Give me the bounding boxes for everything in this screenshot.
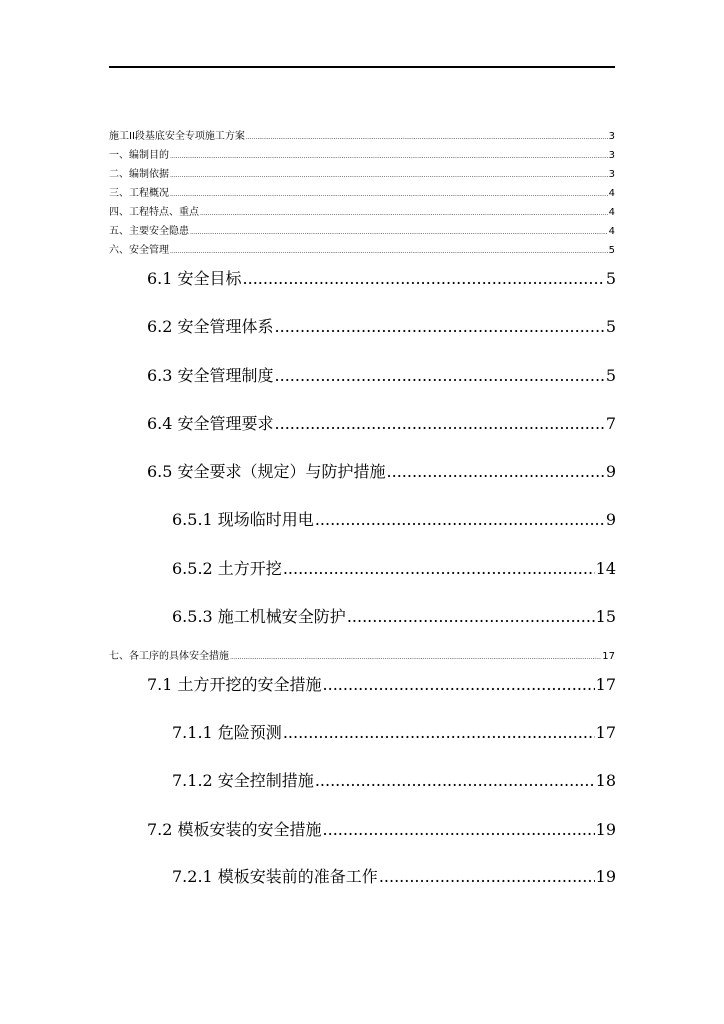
toc-leader-dots [170, 191, 608, 198]
toc-entry-7-1-1[interactable] [172, 720, 616, 743]
toc-entry-label: 四、工程特点、重点 [109, 207, 199, 218]
toc-leader-dots [246, 134, 608, 141]
toc-entry-7-2-1[interactable] [172, 864, 616, 887]
toc-entry-label: 五、主要安全隐患 [109, 226, 189, 237]
toc-entry-page: 7 [605, 414, 616, 433]
toc-entry-7-1-2[interactable] [172, 768, 616, 791]
toc-entry-label: 六、安全管理 [109, 245, 169, 256]
toc-entry-page: 17 [595, 723, 616, 742]
toc-leader-dots [230, 654, 601, 661]
toc-entry-label: 6.5.3 施工机械安全防护 [172, 607, 346, 626]
toc-entry-6-5-2[interactable] [172, 556, 616, 579]
toc-entry-page: 17 [602, 651, 615, 662]
toc-leader-dots [315, 771, 595, 790]
toc-entry-page: 9 [605, 510, 616, 529]
toc-entry-section-4[interactable] [109, 203, 615, 218]
toc-entry-page: 14 [595, 559, 616, 578]
toc-entry-label: 施工II段基底安全专项施工方案 [109, 131, 245, 142]
toc-entry-section-6[interactable] [109, 241, 615, 256]
toc-leader-dots [170, 172, 608, 179]
toc-leader-dots [347, 607, 595, 626]
toc-leader-dots [170, 153, 608, 160]
toc-entry-label: 6.5.2 土方开挖 [172, 559, 282, 578]
toc-entry-label: 6.5 安全要求（规定）与防护措施 [147, 462, 386, 481]
toc-entry-section-7[interactable] [109, 647, 615, 662]
toc-entry-6-5-3[interactable] [172, 604, 616, 627]
toc-leader-dots [379, 867, 595, 886]
toc-entry-page: 3 [608, 150, 615, 161]
toc-entry-page: 5 [605, 366, 616, 385]
toc-entry-page: 3 [608, 169, 615, 180]
toc-entry-page: 19 [595, 867, 616, 886]
toc-leader-dots [323, 820, 595, 839]
toc-leader-dots [283, 559, 595, 578]
toc-entry-page: 3 [608, 131, 615, 142]
toc-entry-page: 5 [608, 245, 615, 256]
toc-entry-6-5-1[interactable] [172, 507, 616, 530]
toc-entry-label: 6.4 安全管理要求 [147, 414, 274, 433]
toc-entry-7-2[interactable] [147, 817, 616, 840]
toc-entry-label: 7.1.1 危险预测 [172, 723, 282, 742]
toc-leader-dots [315, 510, 605, 529]
toc-entry-6-1[interactable] [147, 266, 616, 289]
toc-entry-6-2[interactable] [147, 314, 616, 337]
toc-entry-section-1[interactable] [109, 146, 615, 161]
toc-entry-title[interactable] [109, 127, 615, 142]
toc-entry-page: 15 [595, 607, 616, 626]
toc-leader-dots [190, 229, 608, 236]
toc-entry-6-4[interactable] [147, 411, 616, 434]
toc-entry-6-5[interactable] [147, 459, 616, 482]
header-rule [109, 66, 615, 68]
toc-leader-dots [170, 248, 608, 255]
toc-entry-page: 9 [605, 462, 616, 481]
toc-entry-section-3[interactable] [109, 184, 615, 199]
toc-entry-label: 6.3 安全管理制度 [147, 366, 274, 385]
toc-entry-label: 7.2.1 模板安装前的准备工作 [172, 867, 378, 886]
toc-leader-dots [387, 462, 605, 481]
toc-leader-dots [323, 675, 595, 694]
toc-entry-page: 5 [605, 317, 616, 336]
toc-entry-label: 6.2 安全管理体系 [147, 317, 274, 336]
toc-entry-page: 19 [595, 820, 616, 839]
toc-entry-page: 4 [608, 207, 615, 218]
toc-entry-section-2[interactable] [109, 165, 615, 180]
toc-entry-label: 6.5.1 现场临时用电 [172, 510, 314, 529]
toc-entry-7-1[interactable] [147, 672, 616, 695]
toc-entry-label: 6.1 安全目标 [147, 269, 242, 288]
toc-entry-page: 4 [608, 226, 615, 237]
toc-entry-label: 7.2 模板安装的安全措施 [147, 820, 322, 839]
toc-entry-label: 7.1 土方开挖的安全措施 [147, 675, 322, 694]
toc-entry-label: 七、各工序的具体安全措施 [109, 651, 229, 662]
toc-leader-dots [243, 269, 605, 288]
toc-entry-page: 18 [595, 771, 616, 790]
toc-leader-dots [275, 366, 605, 385]
toc-entry-page: 5 [605, 269, 616, 288]
toc-entry-label: 一、编制目的 [109, 150, 169, 161]
toc-entry-6-3[interactable] [147, 363, 616, 386]
toc-entry-section-5[interactable] [109, 222, 615, 237]
toc-entry-label: 二、编制依据 [109, 169, 169, 180]
toc-leader-dots [275, 317, 605, 336]
toc-leader-dots [283, 723, 595, 742]
toc-entry-page: 4 [608, 188, 615, 199]
toc-leader-dots [200, 210, 608, 217]
toc-leader-dots [275, 414, 605, 433]
toc-entry-label: 7.1.2 安全控制措施 [172, 771, 314, 790]
toc-entry-page: 17 [595, 675, 616, 694]
toc-entry-label: 三、工程概况 [109, 188, 169, 199]
